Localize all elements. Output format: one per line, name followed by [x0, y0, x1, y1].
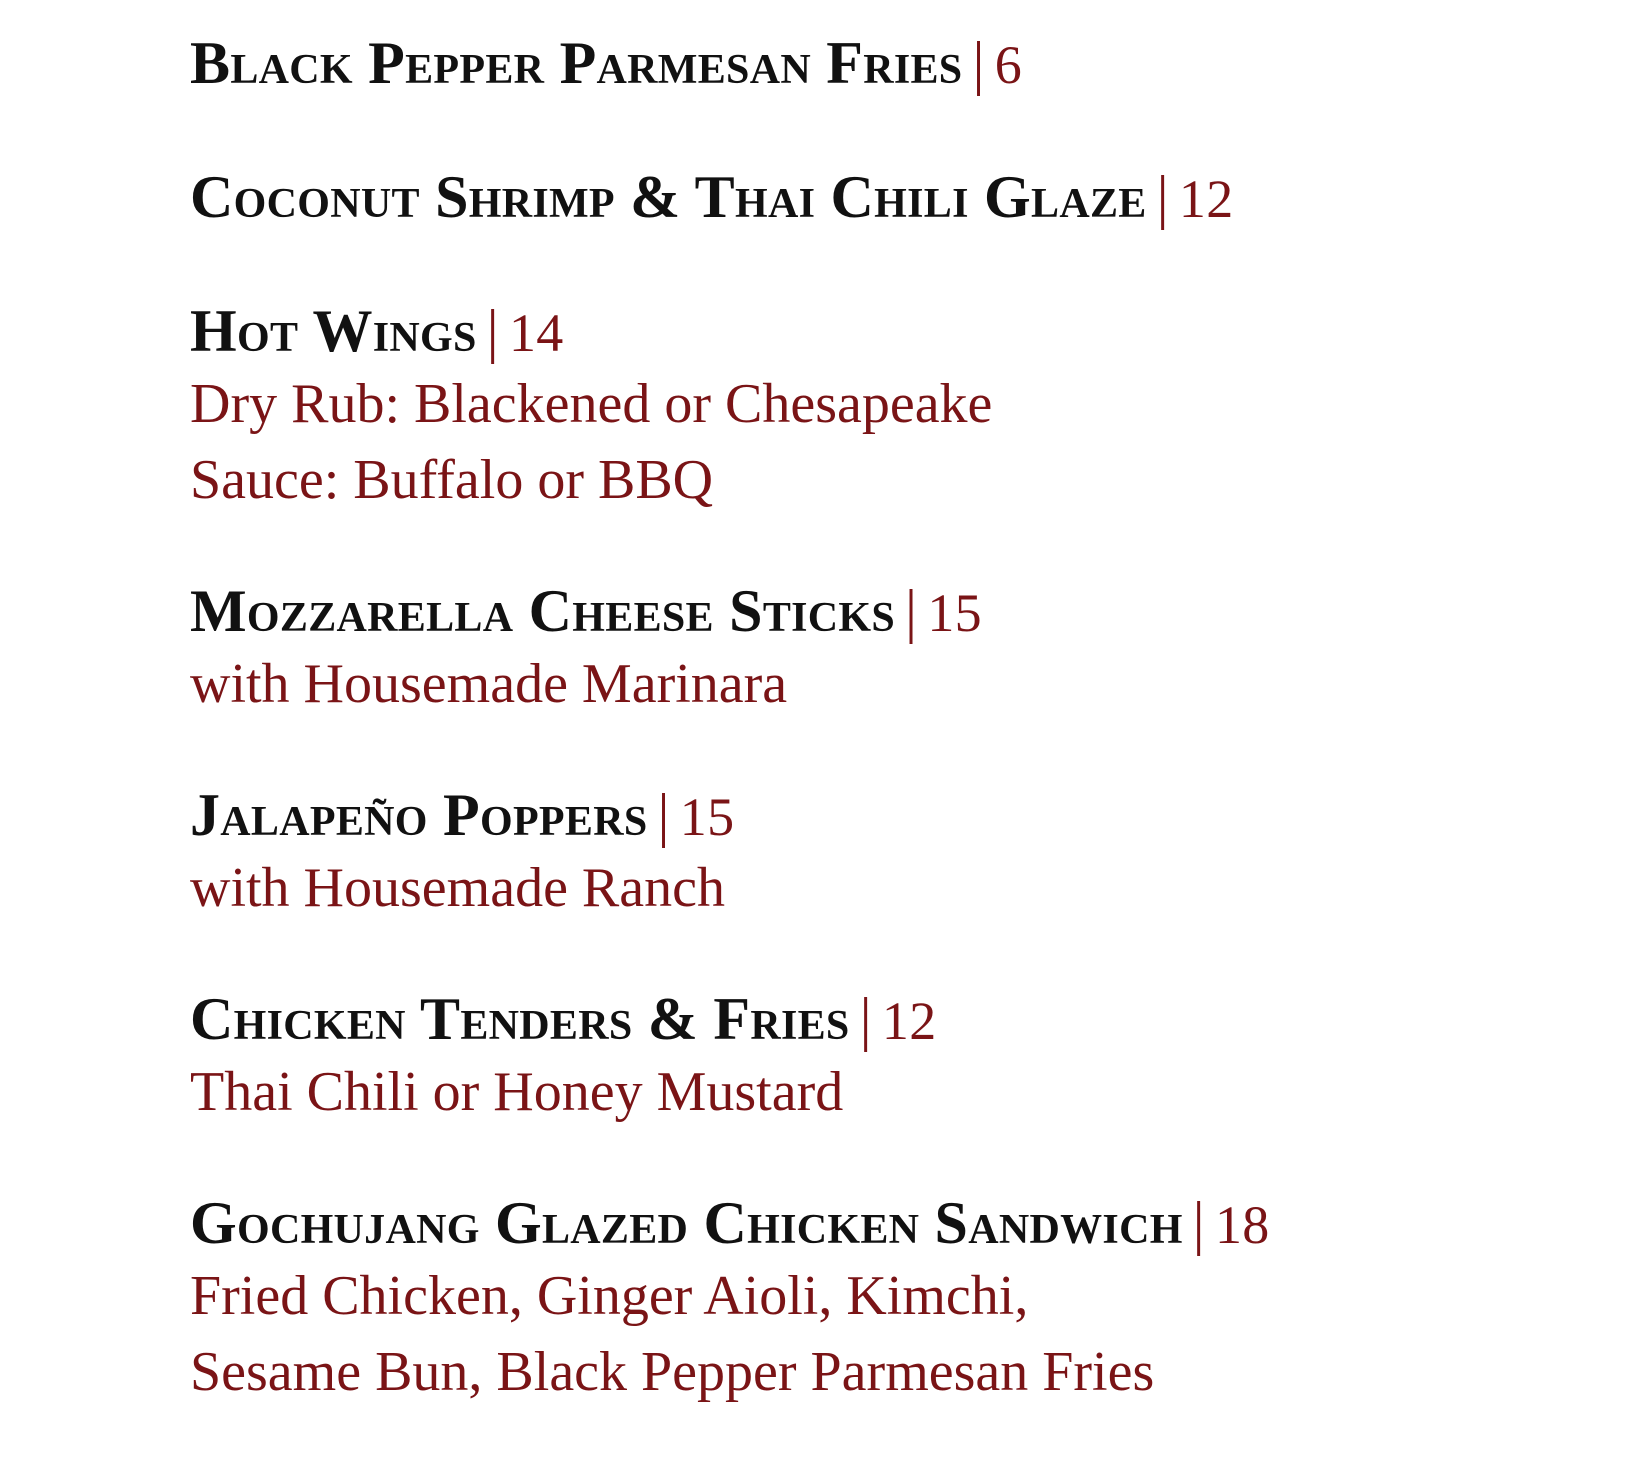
- item-name: Gochujang Glazed Chicken Sandwich: [190, 1190, 1183, 1256]
- price-separator: |: [1156, 164, 1169, 230]
- price-separator: |: [657, 782, 670, 848]
- menu-item-gochujang-chicken-sandwich: [190, 1190, 1610, 1410]
- menu-item-black-pepper-parmesan-fries: [190, 30, 1610, 98]
- item-title: [190, 578, 1610, 646]
- menu-list: [190, 30, 1610, 1410]
- item-price: 15: [679, 787, 735, 847]
- item-description: Sauce: Buffalo or BBQ: [190, 449, 714, 511]
- item-name: Coconut Shrimp & Thai Chili Glaze: [190, 164, 1147, 230]
- item-description: Sesame Bun, Black Pepper Parmesan Fries: [190, 1341, 1155, 1403]
- price-separator: |: [1192, 1190, 1205, 1256]
- item-title: [190, 298, 1610, 366]
- menu-item-jalapeno-poppers: [190, 782, 1610, 926]
- item-price: 6: [994, 35, 1023, 95]
- item-title: [190, 1190, 1610, 1258]
- item-price: 18: [1214, 1195, 1270, 1255]
- item-description: Fried Chicken, Ginger Aioli, Kimchi,: [190, 1265, 1029, 1327]
- menu-item-mozzarella-cheese-sticks: [190, 578, 1610, 722]
- item-price: 12: [1178, 169, 1234, 229]
- item-name: Black Pepper Parmesan Fries: [190, 30, 963, 96]
- item-description: Thai Chili or Honey Mustard: [190, 1061, 844, 1123]
- item-description: with Housemade Marinara: [190, 653, 788, 715]
- menu-item-hot-wings: [190, 298, 1610, 518]
- item-description: Dry Rub: Blackened or Chesapeake: [190, 373, 993, 435]
- item-price: 15: [927, 583, 982, 643]
- menu-item-coconut-shrimp: [190, 164, 1610, 232]
- item-name: Mozzarella Cheese Sticks: [190, 578, 896, 644]
- price-separator: |: [486, 298, 499, 364]
- item-name: Chicken Tenders & Fries: [190, 986, 850, 1052]
- menu-item-chicken-tenders-fries: [190, 986, 1610, 1130]
- item-price: 14: [508, 303, 564, 363]
- price-separator: |: [905, 578, 918, 644]
- item-title: [190, 986, 1610, 1054]
- item-title: [190, 164, 1610, 232]
- item-description: with Housemade Ranch: [190, 857, 725, 919]
- item-title: [190, 30, 1610, 98]
- item-title: [190, 782, 1610, 850]
- item-name: Hot Wings: [190, 298, 477, 364]
- price-separator: |: [859, 986, 872, 1052]
- item-name: Jalapeño Poppers: [190, 782, 648, 848]
- item-price: 12: [881, 991, 937, 1051]
- price-separator: |: [972, 30, 985, 96]
